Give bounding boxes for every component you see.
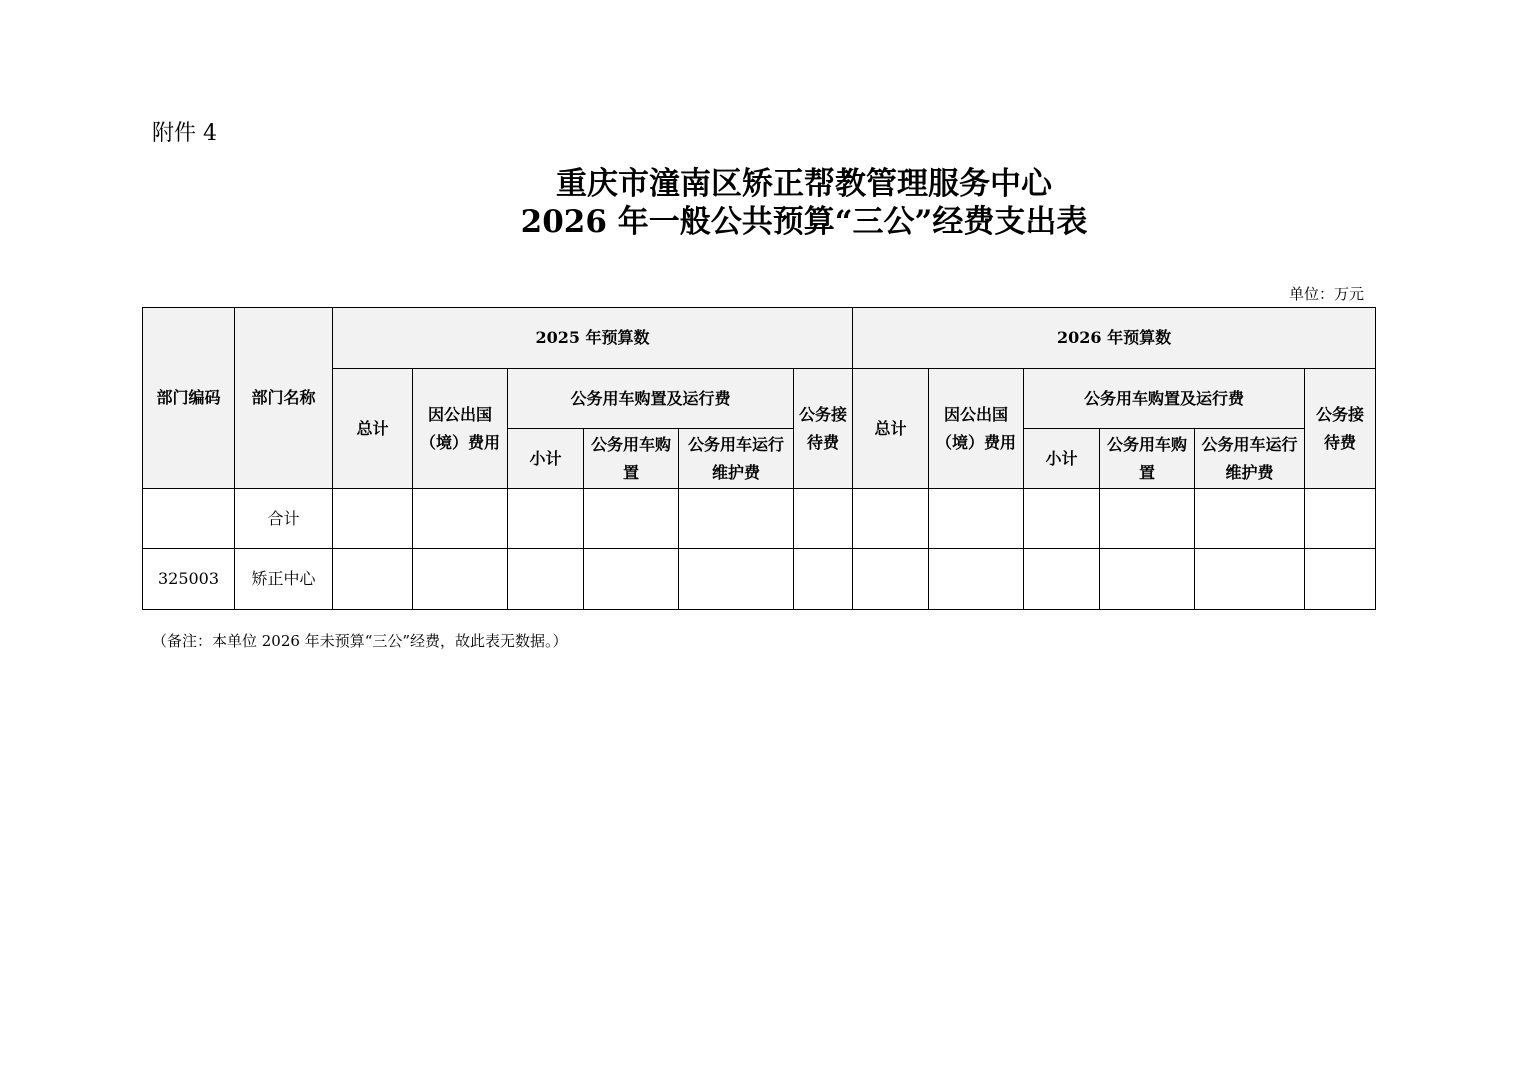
- cell-dept-code: 325003: [143, 549, 235, 610]
- header-year-2025: 2025 年预算数: [333, 308, 853, 369]
- attachment-label: 附件 4: [152, 121, 217, 146]
- cell-empty: [508, 489, 584, 549]
- cell-empty: [1024, 549, 1100, 610]
- header-2026-total: 总计: [853, 369, 929, 489]
- header-2026-vehicle-group: 公务用车购置及运行费: [1024, 369, 1305, 429]
- cell-empty: [584, 489, 679, 549]
- cell-empty: [929, 489, 1024, 549]
- header-2026-subtotal: 小计: [1024, 429, 1100, 489]
- cell-empty: [1305, 549, 1376, 610]
- header-2025-total: 总计: [333, 369, 413, 489]
- cell-empty: [853, 549, 929, 610]
- table-row-total: [143, 489, 1376, 549]
- cell-empty: [333, 489, 413, 549]
- cell-empty: [679, 489, 794, 549]
- footnote: （备注：本单位 2026 年未预算“三公”经费，故此表无数据。）: [152, 632, 568, 650]
- header-2025-vehicle-purchase: 公务用车购置: [584, 429, 679, 489]
- page-title-line2: 2026 年一般公共预算“三公”经费支出表: [520, 204, 1088, 240]
- header-2025-reception: 公务接待费: [794, 369, 853, 489]
- header-year-2026: 2026 年预算数: [853, 308, 1376, 369]
- header-dept-name: 部门名称: [235, 308, 333, 489]
- unit-label: 单位：万元: [1288, 285, 1364, 303]
- header-2026-vehicle-operation: 公务用车运行维护费: [1195, 429, 1305, 489]
- header-dept-code: 部门编码: [143, 308, 235, 489]
- header-2025-vehicle-operation: 公务用车运行维护费: [679, 429, 794, 489]
- cell-empty: [1100, 489, 1195, 549]
- cell-empty: [333, 549, 413, 610]
- header-2026-vehicle-purchase: 公务用车购置: [1100, 429, 1195, 489]
- header-2026-reception: 公务接待费: [1305, 369, 1376, 489]
- cell-empty: [1195, 489, 1305, 549]
- cell-empty: [929, 549, 1024, 610]
- cell-empty: [853, 489, 929, 549]
- budget-table: [142, 307, 1376, 610]
- cell-empty: [584, 549, 679, 610]
- cell-empty: [1305, 489, 1376, 549]
- cell-empty: [413, 489, 508, 549]
- table-row-dept: [143, 549, 1376, 610]
- cell-empty: [794, 489, 853, 549]
- cell-empty: [1195, 549, 1305, 610]
- cell-empty: [679, 549, 794, 610]
- cell-empty: [508, 549, 584, 610]
- cell-dept-name: 矫正中心: [235, 549, 333, 610]
- page-title-line1: 重庆市潼南区矫正帮教管理服务中心: [556, 166, 1052, 202]
- cell-empty: [1024, 489, 1100, 549]
- cell-empty: [1100, 549, 1195, 610]
- cell-empty: [413, 549, 508, 610]
- cell-dept-name: 合计: [235, 489, 333, 549]
- header-2025-vehicle-group: 公务用车购置及运行费: [508, 369, 794, 429]
- header-2025-abroad: 因公出国（境）费用: [413, 369, 508, 489]
- cell-dept-code: [143, 489, 235, 549]
- cell-empty: [794, 549, 853, 610]
- header-2026-abroad: 因公出国（境）费用: [929, 369, 1024, 489]
- header-2025-subtotal: 小计: [508, 429, 584, 489]
